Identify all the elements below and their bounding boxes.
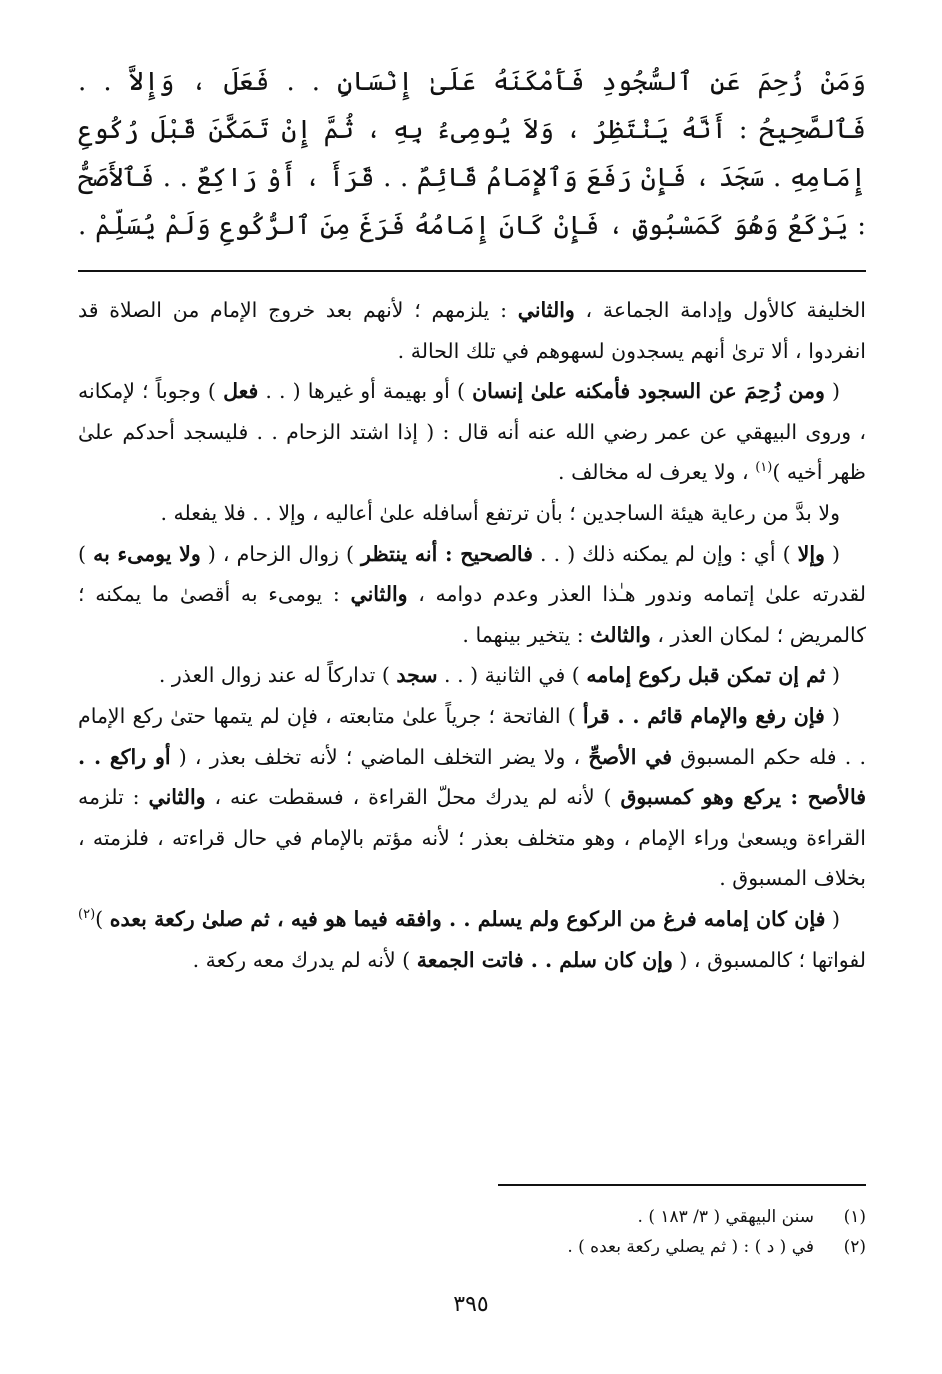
commentary-paragraph-6: ( فإن رفع والإمام قائم . . قرأ ) الفاتحة ؛ جرياً علىٰ متابعته ، فإن لم يتمها حتىٰ ركع الإمام . . فله حكم المسبوق في الأصحِّ ، ولا يضر التخلف الماضي ؛ لأنه تخلف بعذر ، ( أو راكع . . فالأصح : يركع وهو كمسبوق ) لأنه لم يدرك محلّ القراءة ، فسقطت عنه ، والثاني : تلزمه القراءة ويسعىٰ وراء الإمام ، وهو متخلف بعذر ؛ لأنه مؤتم بالإمام في حال قراءته ، فلزمته ، بخلاف المسبوق . (78, 703, 866, 891)
footnote-number: (٢) (843, 1237, 866, 1257)
commentary-paragraph-3: ولا بدَّ من رعاية هيئة الساجدين ؛ بأن ترتفع أسافله علىٰ أعاليه ، وإلا . . فلا يفعله . (160, 500, 840, 525)
footnote-text: في ( د ) : ( ثم يصلي ركعة بعده ) . (567, 1237, 814, 1257)
footnote-1 (78, 1202, 866, 1232)
footnote-2 (78, 1232, 866, 1262)
matn-divider (78, 270, 866, 272)
footnote-text: سنن البيهقي ( ٣/ ١٨٣ ) . (637, 1207, 814, 1227)
footnote-ref-1[interactable]: (١) (755, 460, 773, 476)
footnotes (78, 1202, 866, 1262)
footnote-ref-2[interactable]: (٢) (78, 907, 96, 923)
matn-text: وَمَنْ زُحِمَ عَنِ ٱلسُّجُودِ فَأَمْكَنَهُ عَلَىٰ إِنْسَانٍ . . فَعَلَ ، وَإِلاَّ . . فَٱلصَّحِيحُ : أَنَّهُ يَنْتَظِرُ ، وَلاَ يُومِىءُ بِهِ ، ثُمَّ إِنْ تَمَكَّنَ قَبْلَ رُكُوعِ إِمَامِهِ . سَجَدَ ، فَإِنْ رَفَعَ وَٱلإِمَامُ قَائِمٌ . . قَرَأَ ، أَوْ رَاكِعٌ . . فَٱلأَصَحُّ : يَرْكَعُ وَهُوَ كَمَسْبُوقٍ ، فَإِنْ كَانَ إِمَامُهُ فَرَغَ مِنَ ٱلرُّكُوعِ وَلَمْ يُسَلِّمْ . (78, 67, 866, 241)
footnote-number: (١) (843, 1207, 866, 1227)
page-number: ٣٩٥ (453, 1292, 489, 1317)
commentary-paragraph-5: ( ثم إن تمكن قبل ركوع إمامه ) في الثانية ( . . سجد ) تداركاً له عند زوال العذر . (158, 663, 840, 688)
commentary-paragraph-2: ( ومن زُحِمَ عن السجود فأمكنه علىٰ إنسان ) أو بهيمة أو غيرها ( . . فعل ) وجوباً ؛ لإمكانه ، وروى البيهقي عن عمر رضي الله عنه أنه قال : ( إذا اشتد الزحام . . فليسجد أحدكم علىٰ ظهر أخيه )$^{(١)}$ ، ولا يعرف له مخالف . (78, 379, 866, 485)
commentary-block (78, 290, 866, 1160)
commentary-paragraph-1: الخليفة كالأول وإدامة الجماعة ، والثاني : يلزمهم ؛ لأنهم بعد خروج الإمام من الصلاة قد انفردوا ، ألا ترىٰ أنهم يسجدون لسهوهم في تلك الحالة . (78, 298, 866, 363)
matn-block (78, 58, 866, 252)
commentary-paragraph-7: ( فإن كان إمامه فرغ من الركوع ولم يسلم . . وافقه فيما هو فيه ، ثم صلىٰ ركعة بعده )$^{(٢)}$ لفواتها ؛ كالمسبوق ، ( وإن كان سلم . . فاتت الجمعة ) لأنه لم يدرك معه ركعة . (78, 906, 866, 972)
commentary-paragraph-4: ( وإلا ) أي : وإن لم يمكنه ذلك ( . . فالصحيح : أنه ينتظر ) زوال الزحام ، ( ولا يومىء به ) لقدرته علىٰ إتمامه وندور هـٰذا العذر وعدم دوامه ، والثاني : يومىء به أقصىٰ ما يمكنه ؛ كالمريض ؛ لمكان العذر ، والثالث : يتخير بينهما . (78, 541, 866, 647)
footnote-divider (498, 1184, 866, 1186)
